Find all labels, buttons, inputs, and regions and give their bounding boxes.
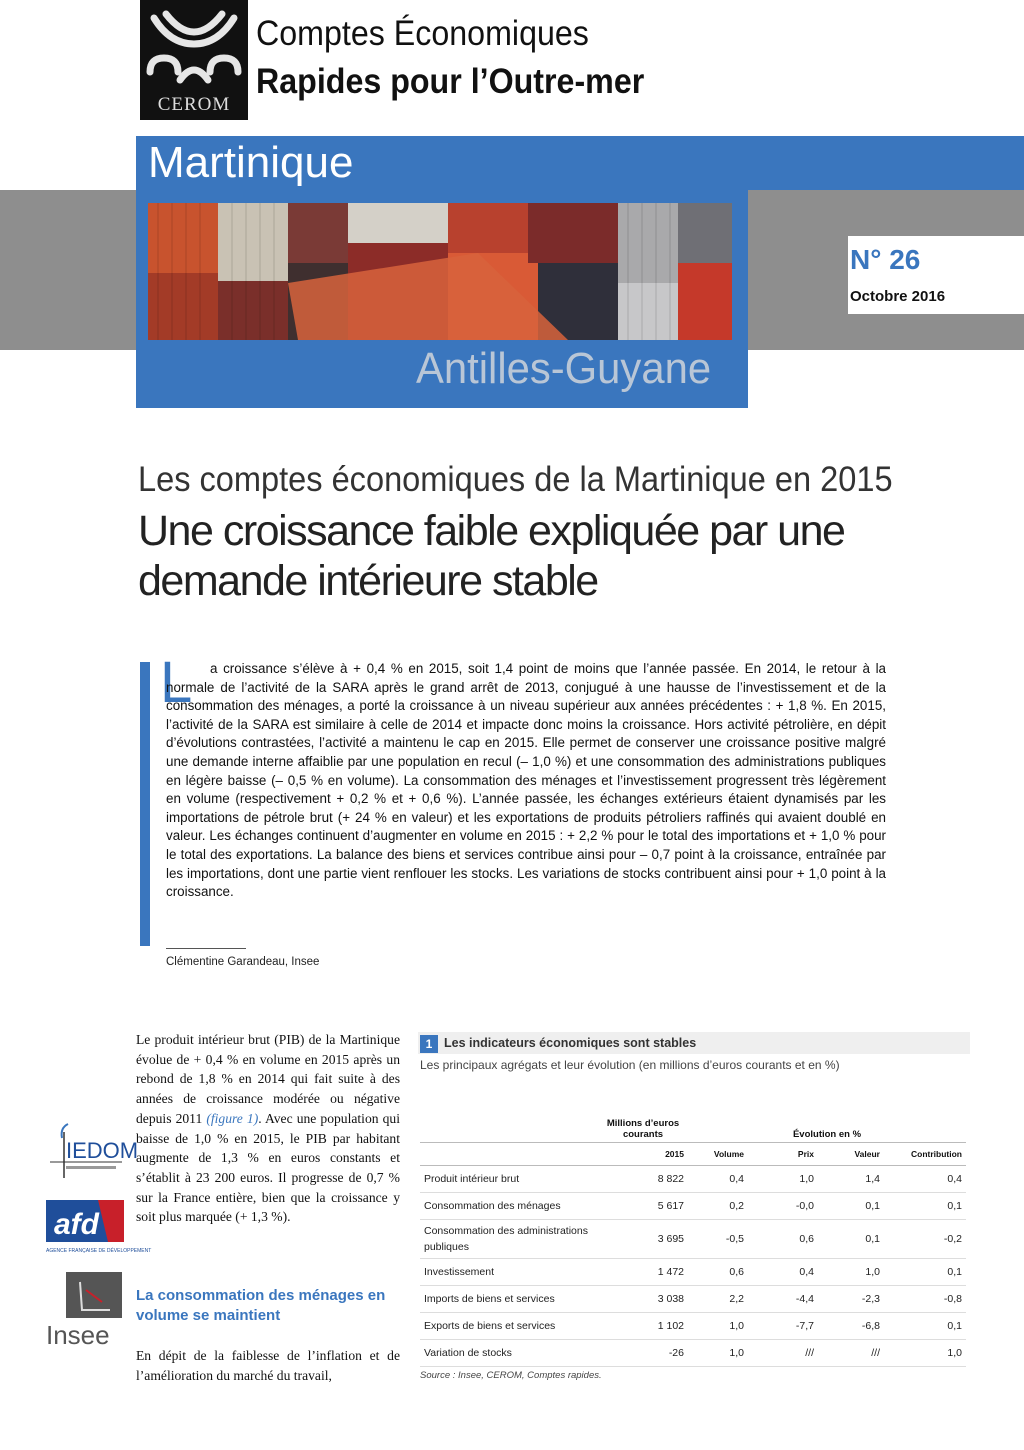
group-header-millions: Millions d’euros courants	[606, 1118, 680, 1140]
iedom-logo-text: IEDOM	[66, 1138, 139, 1163]
cell-volume: 0,2	[688, 1193, 748, 1220]
cell-contribution: 0,4	[884, 1166, 966, 1193]
cell-prix: 0,4	[748, 1259, 818, 1286]
table-row	[420, 1340, 966, 1367]
insee-logo	[46, 1270, 126, 1350]
article-kicker: Les comptes économiques de la Martinique en 2015	[138, 460, 893, 499]
author: Clémentine Garandeau, Insee	[166, 956, 320, 968]
body-paragraph-2: En dépit de la faiblesse de l’inflation et de l’amélioration du marché du travail,	[136, 1348, 400, 1383]
cell-prix: 1,0	[748, 1166, 818, 1193]
cerom-logo	[140, 0, 248, 120]
afd-logo	[46, 1196, 152, 1260]
publication-title-line2: Rapides pour l’Outre-mer	[256, 62, 645, 101]
body-p1-part1: Le produit intérieur brut (PIB) de la Martinique évolue de + 0,4 % en volume en 2015 après un rebond de 1,8 % en 2014 qui fait suite à des années de croissance modérée ou négative depuis 2011	[136, 1032, 400, 1126]
table-group-header-row	[420, 1110, 966, 1143]
table-row	[420, 1313, 966, 1340]
cell-contribution: -0,2	[884, 1220, 966, 1259]
cell-volume: 0,6	[688, 1259, 748, 1286]
cell-prix: -0,0	[748, 1193, 818, 1220]
section-heading: La consommation des ménages en volume se maintient	[136, 1287, 386, 1324]
cell-2015: 8 822	[598, 1166, 688, 1193]
region-banner-strip	[748, 136, 1024, 190]
row-label: Produit intérieur brut	[420, 1166, 598, 1193]
cell-volume: 2,2	[688, 1286, 748, 1313]
containers-photo	[148, 203, 732, 340]
sub-region-title: Antilles-Guyane	[416, 344, 712, 393]
cell-2015: 3 038	[598, 1286, 688, 1313]
table-row	[420, 1259, 966, 1286]
figure-source: Source : Insee, CEROM, Comptes rapides.	[420, 1370, 602, 1381]
article-headline: Une croissance faible expliquée par une demande intérieure stable	[138, 507, 845, 605]
figure-subtitle: Les principaux agrégats et leur évolution (en millions d’euros courants et en %)	[420, 1058, 840, 1072]
cell-2015: -26	[598, 1340, 688, 1367]
cell-contribution: 0,1	[884, 1259, 966, 1286]
table-column-header-row	[420, 1143, 966, 1166]
author-divider	[166, 948, 246, 949]
abstract-text	[166, 660, 886, 902]
cell-volume: 0,4	[688, 1166, 748, 1193]
cerom-logo-text: CEROM	[157, 94, 231, 115]
column-header-contribution: Contribution	[884, 1143, 966, 1166]
indicators-table	[420, 1110, 966, 1367]
column-header-label	[420, 1143, 598, 1166]
cell-prix: ///	[748, 1340, 818, 1367]
abstract-dropcap: L	[160, 650, 193, 715]
cell-2015: 1 472	[598, 1259, 688, 1286]
body-p1-part2: . Avec une population qui baisse de 1,0 % en 2015, le PIB par habitant augmente de 1,3 % en euros constants et s’établit à 23 200 euros. Il progresse de 0,7 % sur la France entière, bien que la croissance y soit plus marquée (+ 1,3 %).	[136, 1110, 400, 1225]
cell-valeur: 0,1	[818, 1193, 884, 1220]
column-header-valeur: Valeur	[818, 1143, 884, 1166]
cell-contribution: 1,0	[884, 1340, 966, 1367]
iedom-logo	[46, 1118, 139, 1188]
cell-valeur: 0,1	[818, 1220, 884, 1259]
cerom-emblem-icon	[140, 0, 248, 100]
row-label: Variation de stocks	[420, 1340, 598, 1367]
group-header-evolution: Évolution en %	[792, 1129, 862, 1140]
table-row	[420, 1286, 966, 1313]
body-paragraph-1	[136, 1030, 400, 1227]
table-row	[420, 1166, 966, 1193]
insee-logo-text: Insee	[46, 1320, 110, 1350]
row-label: Imports de biens et services	[420, 1286, 598, 1313]
cell-volume: 1,0	[688, 1340, 748, 1367]
figure-title: Les indicateurs économiques sont stables	[444, 1036, 697, 1050]
cell-2015: 5 617	[598, 1193, 688, 1220]
region-title: Martinique	[148, 138, 354, 187]
row-label: Consommation des administrations publiques	[420, 1220, 598, 1259]
afd-logo-text: afd	[54, 1208, 99, 1241]
figure-reference-link[interactable]: (figure 1)	[206, 1110, 259, 1126]
abstract-accent-bar	[140, 662, 150, 946]
table-row	[420, 1193, 966, 1220]
issue-date: Octobre 2016	[850, 288, 946, 305]
row-label: Exports de biens et services	[420, 1313, 598, 1340]
cell-valeur: -6,8	[818, 1313, 884, 1340]
column-header-volume: Volume	[688, 1143, 748, 1166]
abstract-body: a croissance s’élève à + 0,4 % en 2015, soit 1,4 point de moins que l’année passée. En 2014, le retour à la normale de l’activité de la SARA après le grand arrêt de 2013, conjugué à une hausse de l’investissement et de la consommation des ménages, a porté la croissance à un niveau supérieur aux années précédentes : + 1,8 %. En 2015, l’activité de la SARA est similaire à celle de 2014 et impacte donc moins la croissance. Hors activité pétrolière, en dépit d’évolutions contrastées, l’activité a maintenu le cap en 2015. Elle permet de conserver une croissance positive malgré une demande interne affaiblie par une population en recul (– 1,0 %) et une consommation des administrations publiques en légère baisse (– 0,5 % en volume). La consommation des ménages et l’investissement progressent très légèrement en volume (respectivement + 0,2 % et + 0,6 %). L’année passée, les échanges extérieurs étaient dynamisés par les importations de pétrole brut (+ 24 % en valeur) et les exportations de produits pétroliers raffinés qui avaient doublé en valeur. Les échanges continuent d’augmenter en volume en 2015 : + 2,2 % pour le total des importations et + 1,0 % pour le total des exportations. La balance des biens et services contribue ainsi pour – 0,7 point à la croissance, entraînée par les importations, dont une partie vient renflouer les stocks. Les variations de stocks contribuent ainsi pour + 1,0 point à la croissance.	[166, 661, 886, 900]
cell-valeur: 1,4	[818, 1166, 884, 1193]
cell-2015: 1 102	[598, 1313, 688, 1340]
cell-contribution: -0,8	[884, 1286, 966, 1313]
afd-caption: AGENCE FRANÇAISE DE DÉVELOPPEMENT	[46, 1248, 152, 1254]
table-row	[420, 1220, 966, 1259]
cell-contribution: 0,1	[884, 1313, 966, 1340]
publication-title-line1: Comptes Économiques	[256, 14, 589, 53]
cell-prix: 0,6	[748, 1220, 818, 1259]
cell-contribution: 0,1	[884, 1193, 966, 1220]
issue-number: N° 26	[850, 244, 921, 275]
column-header-prix: Prix	[748, 1143, 818, 1166]
row-label: Consommation des ménages	[420, 1193, 598, 1220]
cell-valeur: 1,0	[818, 1259, 884, 1286]
cell-2015: 3 695	[598, 1220, 688, 1259]
cell-volume: -0,5	[688, 1220, 748, 1259]
figure-number: 1	[420, 1035, 438, 1053]
cell-valeur: ///	[818, 1340, 884, 1367]
row-label: Investissement	[420, 1259, 598, 1286]
column-header-2015: 2015	[598, 1143, 688, 1166]
cell-prix: -7,7	[748, 1313, 818, 1340]
table-corner	[420, 1110, 598, 1143]
cell-valeur: -2,3	[818, 1286, 884, 1313]
cell-volume: 1,0	[688, 1313, 748, 1340]
cell-prix: -4,4	[748, 1286, 818, 1313]
